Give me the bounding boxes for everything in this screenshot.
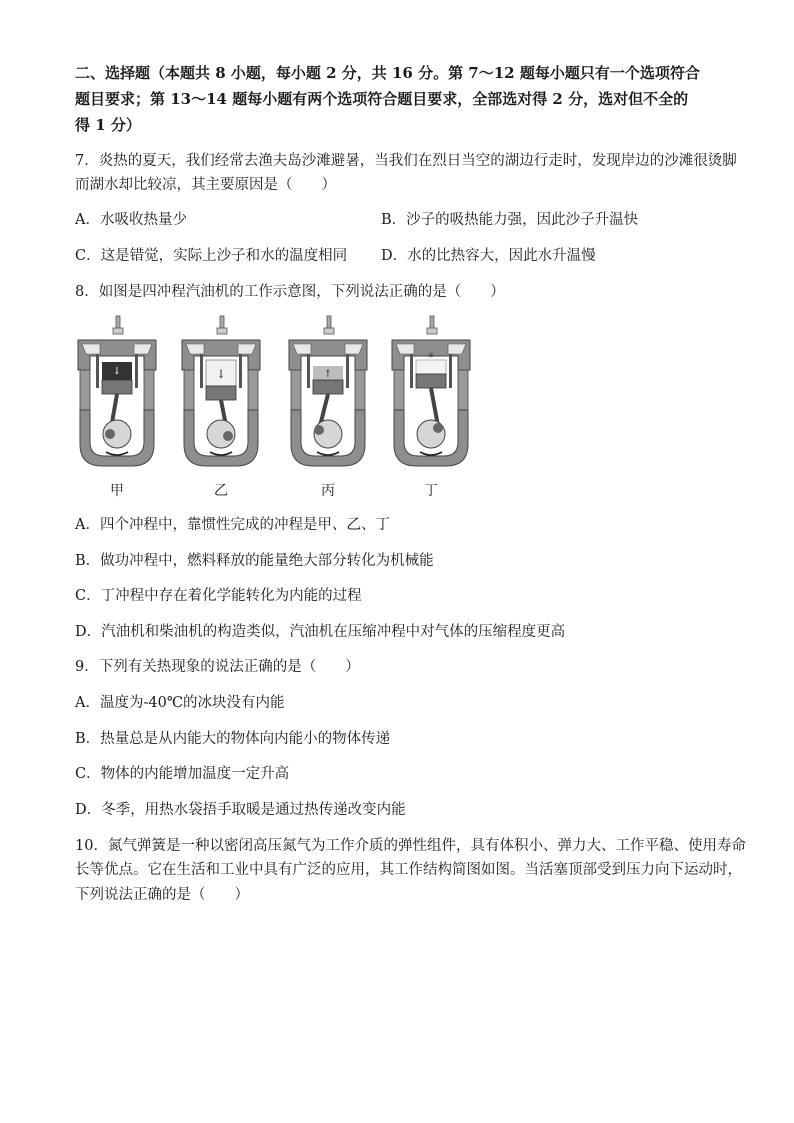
q10-stem-line3: 下列说法正确的是（ ） <box>75 887 249 903</box>
q7-stem-line2: 而湖水却比较凉，其主要原因是（ ） <box>75 177 336 193</box>
engine-yi-figure <box>176 314 266 474</box>
engine-label-yi: 乙 <box>214 483 228 499</box>
svg-text:↑: ↑ <box>323 369 333 380</box>
engine-bing-figure <box>283 314 373 474</box>
svg-text:↓: ↓ <box>215 367 227 381</box>
q7-stem-line1: 7．炎热的夏天，我们经常去渔夫岛沙滩避暑，当我们在烈日当空的湖边行走时，发现岸边的沙滩很烫脚 <box>75 153 737 169</box>
q8-option-c: C．丁冲程中存在着化学能转化为内能的过程 <box>75 588 362 604</box>
engine-diagram <box>66 314 466 504</box>
q10-stem-line1: 10．氮气弹簧是一种以密闭高压氮气为工作介质的弹性组件，具有体积小、弹力大、工作平稳、使用寿命 <box>75 838 746 854</box>
q9-stem: 9．下列有关热现象的说法正确的是（ ） <box>75 659 360 675</box>
q7-option-d: D．水的比热容大，因此水升温慢 <box>381 248 596 264</box>
q7-option-c: C．这是错觉，实际上沙子和水的温度相同 <box>75 248 348 264</box>
q8-stem: 8．如图是四冲程汽油机的工作示意图，下列说法正确的是（ ） <box>75 284 505 300</box>
engine-ding-figure <box>386 314 476 474</box>
q7-option-a: A．水吸收热量少 <box>75 212 187 228</box>
q8-option-b: B．做功冲程中，燃料释放的能量绝大部分转化为机械能 <box>75 553 434 569</box>
engine-jia-figure <box>72 314 162 474</box>
q9-option-a: A．温度为-40℃的冰块没有内能 <box>75 695 285 711</box>
q10-stem-line2: 长等优点。它在生活和工业中具有广泛的应用，其工作结构简图如图。当活塞顶部受到压力向下运动时， <box>75 862 742 878</box>
section-title-line1: 二、选择题（本题共 8 小题，每小题 2 分，共 16 分。第 7～12 题每小题只有一个选项符合 <box>75 64 700 82</box>
q9-option-b: B．热量总是从内能大的物体向内能小的物体传递 <box>75 731 391 747</box>
section-title-line2: 题目要求；第 13～14 题每小题有两个选项符合题目要求，全部选对得 2 分，选对但不全的 <box>75 90 689 108</box>
q9-option-c: C．物体的内能增加温度一定升高 <box>75 766 290 782</box>
q9-option-d: D．冬季，用热水袋捂手取暖是通过热传递改变内能 <box>75 802 406 818</box>
engine-label-jia: 甲 <box>110 483 124 499</box>
q8-option-a: A．四个冲程中，靠惯性完成的冲程是甲、乙、丁 <box>75 517 390 533</box>
svg-text:✳: ✳ <box>427 351 435 360</box>
engine-label-ding: 丁 <box>424 483 438 499</box>
svg-text:↓: ↓ <box>112 366 122 377</box>
q7-option-b: B．沙子的吸热能力强，因此沙子升温快 <box>381 212 639 228</box>
section-title-line3: 得 1 分） <box>75 116 141 134</box>
engine-label-bing: 丙 <box>321 483 335 499</box>
q8-option-d: D．汽油机和柴油机的构造类似，汽油机在压缩冲程中对气体的压缩程度更高 <box>75 624 566 640</box>
